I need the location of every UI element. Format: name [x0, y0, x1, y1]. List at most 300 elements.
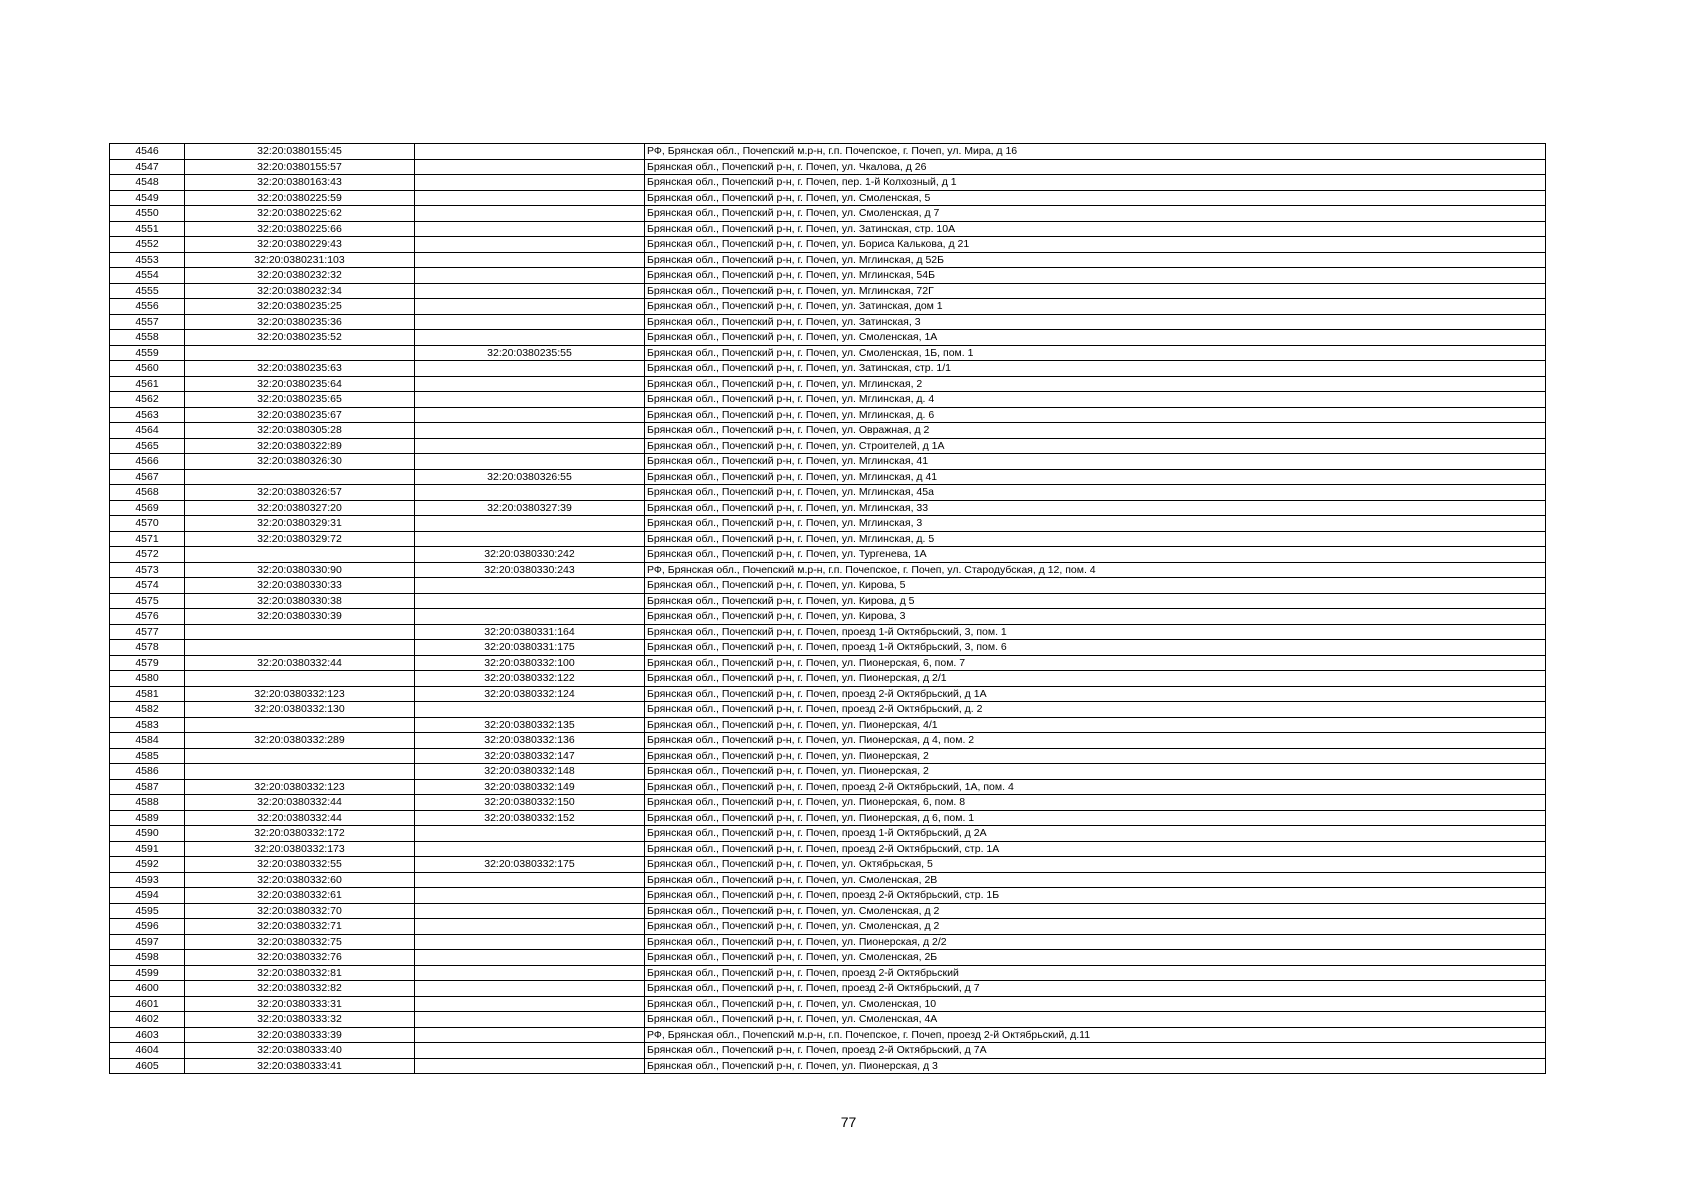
object-number-cell	[415, 888, 645, 904]
cadastral-number-cell: 32:20:0380333:40	[185, 1043, 415, 1059]
row-number-cell: 4582	[110, 702, 185, 718]
address-cell: Брянская обл., Почепский р-н, г. Почеп, ул. Пионерская, 2	[645, 748, 1546, 764]
object-number-cell: 32:20:0380332:149	[415, 779, 645, 795]
cadastral-number-cell: 32:20:0380225:59	[185, 190, 415, 206]
address-cell: Брянская обл., Почепский р-н, г. Почеп, ул. Смоленская, д 7	[645, 206, 1546, 222]
cadastral-number-cell: 32:20:0380155:57	[185, 159, 415, 175]
object-number-cell	[415, 516, 645, 532]
row-number-cell: 4578	[110, 640, 185, 656]
cadastral-number-cell: 32:20:0380330:38	[185, 593, 415, 609]
address-cell: Брянская обл., Почепский р-н, г. Почеп, ул. Мглинская, д 41	[645, 469, 1546, 485]
table-row	[110, 655, 1546, 671]
object-number-cell	[415, 330, 645, 346]
address-cell: Брянская обл., Почепский р-н, г. Почеп, ул. Мглинская, 45а	[645, 485, 1546, 501]
table-row	[110, 779, 1546, 795]
address-cell: Брянская обл., Почепский р-н, г. Почеп, ул. Октябрьская, 5	[645, 857, 1546, 873]
address-cell: Брянская обл., Почепский р-н, г. Почеп, ул. Пионерская, д 6, пом. 1	[645, 810, 1546, 826]
address-cell: Брянская обл., Почепский р-н, г. Почеп, ул. Овражная, д 2	[645, 423, 1546, 439]
object-number-cell	[415, 996, 645, 1012]
address-cell: Брянская обл., Почепский р-н, г. Почеп, ул. Пионерская, д 3	[645, 1058, 1546, 1074]
address-cell: Брянская обл., Почепский р-н, г. Почеп, ул. Затинская, дом 1	[645, 299, 1546, 315]
address-cell: Брянская обл., Почепский р-н, г. Почеп, ул. Пионерская, 4/1	[645, 717, 1546, 733]
row-number-cell: 4586	[110, 764, 185, 780]
row-number-cell: 4592	[110, 857, 185, 873]
table-row	[110, 702, 1546, 718]
address-cell: Брянская обл., Почепский р-н, г. Почеп, ул. Затинская, стр. 1/1	[645, 361, 1546, 377]
object-number-cell: 32:20:0380332:122	[415, 671, 645, 687]
table-row	[110, 469, 1546, 485]
object-number-cell: 32:20:0380332:147	[415, 748, 645, 764]
cadastral-number-cell	[185, 748, 415, 764]
object-number-cell	[415, 237, 645, 253]
table-row	[110, 764, 1546, 780]
object-number-cell	[415, 361, 645, 377]
cadastral-number-cell: 32:20:0380155:45	[185, 144, 415, 160]
object-number-cell	[415, 268, 645, 284]
cadastral-number-cell: 32:20:0380322:89	[185, 438, 415, 454]
cadastral-number-cell: 32:20:0380332:71	[185, 919, 415, 935]
address-cell: Брянская обл., Почепский р-н, г. Почеп, ул. Строителей, д 1А	[645, 438, 1546, 454]
table-row	[110, 345, 1546, 361]
object-number-cell	[415, 593, 645, 609]
object-number-cell: 32:20:0380332:136	[415, 733, 645, 749]
object-number-cell	[415, 299, 645, 315]
table-row	[110, 903, 1546, 919]
table-row	[110, 748, 1546, 764]
row-number-cell: 4579	[110, 655, 185, 671]
row-number-cell: 4561	[110, 376, 185, 392]
object-number-cell	[415, 190, 645, 206]
object-number-cell: 32:20:0380235:55	[415, 345, 645, 361]
row-number-cell: 4598	[110, 950, 185, 966]
table-row	[110, 717, 1546, 733]
object-number-cell	[415, 919, 645, 935]
object-number-cell	[415, 159, 645, 175]
table-row	[110, 996, 1546, 1012]
cadastral-number-cell: 32:20:0380332:123	[185, 686, 415, 702]
object-number-cell: 32:20:0380332:152	[415, 810, 645, 826]
object-number-cell	[415, 1027, 645, 1043]
row-number-cell: 4584	[110, 733, 185, 749]
address-cell: Брянская обл., Почепский р-н, г. Почеп, ул. Смоленская, 5	[645, 190, 1546, 206]
object-number-cell	[415, 314, 645, 330]
table-row	[110, 950, 1546, 966]
object-number-cell: 32:20:0380332:148	[415, 764, 645, 780]
row-number-cell: 4600	[110, 981, 185, 997]
row-number-cell: 4552	[110, 237, 185, 253]
table-row	[110, 733, 1546, 749]
table-row	[110, 547, 1546, 563]
table-row	[110, 454, 1546, 470]
object-number-cell	[415, 438, 645, 454]
cadastral-number-cell: 32:20:0380332:60	[185, 872, 415, 888]
row-number-cell: 4585	[110, 748, 185, 764]
cadastral-number-cell: 32:20:0380326:57	[185, 485, 415, 501]
row-number-cell: 4589	[110, 810, 185, 826]
table-row	[110, 624, 1546, 640]
cadastral-number-cell	[185, 717, 415, 733]
object-number-cell: 32:20:0380330:242	[415, 547, 645, 563]
address-cell: Брянская обл., Почепский р-н, г. Почеп, проезд 2-й Октябрьский, д 7А	[645, 1043, 1546, 1059]
cadastral-number-cell: 32:20:0380305:28	[185, 423, 415, 439]
address-cell: Брянская обл., Почепский р-н, г. Почеп, ул. Пионерская, 2	[645, 764, 1546, 780]
row-number-cell: 4602	[110, 1012, 185, 1028]
address-cell: Брянская обл., Почепский р-н, г. Почеп, ул. Затинская, стр. 10А	[645, 221, 1546, 237]
address-cell: Брянская обл., Почепский р-н, г. Почеп, проезд 2-й Октябрьский, д 7	[645, 981, 1546, 997]
address-cell: Брянская обл., Почепский р-н, г. Почеп, пер. 1-й Колхозный, д 1	[645, 175, 1546, 191]
cadastral-number-cell: 32:20:0380332:123	[185, 779, 415, 795]
cadastral-number-cell: 32:20:0380332:44	[185, 655, 415, 671]
row-number-cell: 4566	[110, 454, 185, 470]
table-row	[110, 826, 1546, 842]
table-row	[110, 237, 1546, 253]
row-number-cell: 4574	[110, 578, 185, 594]
table-row	[110, 640, 1546, 656]
table-row	[110, 221, 1546, 237]
table-row	[110, 268, 1546, 284]
address-cell: Брянская обл., Почепский р-н, г. Почеп, проезд 2-й Октябрьский, д. 2	[645, 702, 1546, 718]
row-number-cell: 4560	[110, 361, 185, 377]
table-row	[110, 841, 1546, 857]
row-number-cell: 4601	[110, 996, 185, 1012]
cadastral-number-cell: 32:20:0380235:65	[185, 392, 415, 408]
row-number-cell: 4553	[110, 252, 185, 268]
row-number-cell: 4568	[110, 485, 185, 501]
cadastral-number-cell: 32:20:0380333:39	[185, 1027, 415, 1043]
table-row	[110, 190, 1546, 206]
table-row	[110, 438, 1546, 454]
row-number-cell: 4546	[110, 144, 185, 160]
table-row	[110, 919, 1546, 935]
address-cell: Брянская обл., Почепский р-н, г. Почеп, ул. Мглинская, 41	[645, 454, 1546, 470]
cadastral-number-cell: 32:20:0380332:55	[185, 857, 415, 873]
address-cell: Брянская обл., Почепский р-н, г. Почеп, ул. Смоленская, 2Б	[645, 950, 1546, 966]
address-cell: Брянская обл., Почепский р-н, г. Почеп, ул. Пионерская, д 4, пом. 2	[645, 733, 1546, 749]
address-cell: Брянская обл., Почепский р-н, г. Почеп, ул. Мглинская, д. 5	[645, 531, 1546, 547]
table-row	[110, 376, 1546, 392]
table-row	[110, 872, 1546, 888]
table-row	[110, 283, 1546, 299]
cadastral-number-cell: 32:20:0380231:103	[185, 252, 415, 268]
address-cell: Брянская обл., Почепский р-н, г. Почеп, ул. Пионерская, 6, пом. 8	[645, 795, 1546, 811]
cadastral-number-cell: 32:20:0380332:44	[185, 795, 415, 811]
object-number-cell: 32:20:0380332:135	[415, 717, 645, 733]
object-number-cell: 32:20:0380330:243	[415, 562, 645, 578]
row-number-cell: 4567	[110, 469, 185, 485]
table-row	[110, 516, 1546, 532]
table-row	[110, 1043, 1546, 1059]
row-number-cell: 4576	[110, 609, 185, 625]
row-number-cell: 4572	[110, 547, 185, 563]
row-number-cell: 4556	[110, 299, 185, 315]
registry-table-body	[110, 144, 1546, 1074]
cadastral-number-cell: 32:20:0380332:81	[185, 965, 415, 981]
cadastral-number-cell: 32:20:0380333:32	[185, 1012, 415, 1028]
address-cell: Брянская обл., Почепский р-н, г. Почеп, ул. Пионерская, д 2/2	[645, 934, 1546, 950]
table-row	[110, 965, 1546, 981]
registry-table	[109, 143, 1546, 1074]
row-number-cell: 4555	[110, 283, 185, 299]
cadastral-number-cell: 32:20:0380333:31	[185, 996, 415, 1012]
table-row	[110, 686, 1546, 702]
row-number-cell: 4594	[110, 888, 185, 904]
object-number-cell	[415, 872, 645, 888]
row-number-cell: 4593	[110, 872, 185, 888]
table-row	[110, 361, 1546, 377]
object-number-cell	[415, 1043, 645, 1059]
address-cell: Брянская обл., Почепский р-н, г. Почеп, ул. Кирова, 5	[645, 578, 1546, 594]
address-cell: Брянская обл., Почепский р-н, г. Почеп, ул. Смоленская, 1А	[645, 330, 1546, 346]
cadastral-number-cell: 32:20:0380225:66	[185, 221, 415, 237]
cadastral-number-cell: 32:20:0380235:67	[185, 407, 415, 423]
row-number-cell: 4563	[110, 407, 185, 423]
cadastral-number-cell: 32:20:0380235:52	[185, 330, 415, 346]
table-row	[110, 981, 1546, 997]
row-number-cell: 4603	[110, 1027, 185, 1043]
table-row	[110, 1012, 1546, 1028]
row-number-cell: 4581	[110, 686, 185, 702]
object-number-cell	[415, 175, 645, 191]
address-cell: Брянская обл., Почепский р-н, г. Почеп, ул. Кирова, д 5	[645, 593, 1546, 609]
object-number-cell	[415, 423, 645, 439]
address-cell: Брянская обл., Почепский р-н, г. Почеп, проезд 1-й Октябрьский, 3, пом. 6	[645, 640, 1546, 656]
table-row	[110, 299, 1546, 315]
address-cell: Брянская обл., Почепский р-н, г. Почеп, проезд 2-й Октябрьский	[645, 965, 1546, 981]
object-number-cell	[415, 206, 645, 222]
table-row	[110, 330, 1546, 346]
row-number-cell: 4573	[110, 562, 185, 578]
cadastral-number-cell: 32:20:0380330:33	[185, 578, 415, 594]
object-number-cell	[415, 903, 645, 919]
address-cell: Брянская обл., Почепский р-н, г. Почеп, ул. Смоленская, д 2	[645, 903, 1546, 919]
object-number-cell	[415, 1012, 645, 1028]
table-row	[110, 857, 1546, 873]
row-number-cell: 4564	[110, 423, 185, 439]
cadastral-number-cell: 32:20:0380333:41	[185, 1058, 415, 1074]
address-cell: Брянская обл., Почепский р-н, г. Почеп, проезд 1-й Октябрьский, 3, пом. 1	[645, 624, 1546, 640]
address-cell: Брянская обл., Почепский р-н, г. Почеп, ул. Тургенева, 1А	[645, 547, 1546, 563]
address-cell: Брянская обл., Почепский р-н, г. Почеп, ул. Смоленская, 1Б, пом. 1	[645, 345, 1546, 361]
page-number: 77	[840, 1114, 857, 1130]
cadastral-number-cell: 32:20:0380232:34	[185, 283, 415, 299]
row-number-cell: 4587	[110, 779, 185, 795]
address-cell: Брянская обл., Почепский р-н, г. Почеп, ул. Чкалова, д 26	[645, 159, 1546, 175]
address-cell: Брянская обл., Почепский р-н, г. Почеп, ул. Пионерская, д 2/1	[645, 671, 1546, 687]
object-number-cell	[415, 965, 645, 981]
address-cell: Брянская обл., Почепский р-н, г. Почеп, ул. Смоленская, 10	[645, 996, 1546, 1012]
object-number-cell	[415, 578, 645, 594]
table-row	[110, 500, 1546, 516]
table-row	[110, 392, 1546, 408]
table-row	[110, 423, 1546, 439]
address-cell: Брянская обл., Почепский р-н, г. Почеп, ул. Мглинская, 2	[645, 376, 1546, 392]
address-cell: Брянская обл., Почепский р-н, г. Почеп, ул. Мглинская, 54Б	[645, 268, 1546, 284]
table-row	[110, 175, 1546, 191]
cadastral-number-cell: 32:20:0380332:76	[185, 950, 415, 966]
row-number-cell: 4549	[110, 190, 185, 206]
cadastral-number-cell: 32:20:0380332:289	[185, 733, 415, 749]
row-number-cell: 4548	[110, 175, 185, 191]
table-row	[110, 407, 1546, 423]
address-cell: Брянская обл., Почепский р-н, г. Почеп, ул. Пионерская, 6, пом. 7	[645, 655, 1546, 671]
row-number-cell: 4604	[110, 1043, 185, 1059]
row-number-cell: 4577	[110, 624, 185, 640]
table-row	[110, 485, 1546, 501]
address-cell: Брянская обл., Почепский р-н, г. Почеп, ул. Мглинская, д 52Б	[645, 252, 1546, 268]
table-row	[110, 593, 1546, 609]
object-number-cell	[415, 981, 645, 997]
object-number-cell: 32:20:0380331:164	[415, 624, 645, 640]
cadastral-number-cell: 32:20:0380163:43	[185, 175, 415, 191]
cadastral-number-cell: 32:20:0380332:61	[185, 888, 415, 904]
cadastral-number-cell: 32:20:0380332:172	[185, 826, 415, 842]
object-number-cell	[415, 283, 645, 299]
row-number-cell: 4591	[110, 841, 185, 857]
row-number-cell: 4575	[110, 593, 185, 609]
object-number-cell	[415, 841, 645, 857]
address-cell: Брянская обл., Почепский р-н, г. Почеп, ул. Кирова, 3	[645, 609, 1546, 625]
row-number-cell: 4562	[110, 392, 185, 408]
object-number-cell: 32:20:0380332:175	[415, 857, 645, 873]
table-row	[110, 795, 1546, 811]
table-row	[110, 810, 1546, 826]
object-number-cell	[415, 702, 645, 718]
row-number-cell: 4583	[110, 717, 185, 733]
cadastral-number-cell	[185, 345, 415, 361]
address-cell: Брянская обл., Почепский р-н, г. Почеп, проезд 2-й Октябрьский, стр. 1Б	[645, 888, 1546, 904]
object-number-cell: 32:20:0380326:55	[415, 469, 645, 485]
address-cell: Брянская обл., Почепский р-н, г. Почеп, ул. Мглинская, 33	[645, 500, 1546, 516]
table-row	[110, 206, 1546, 222]
address-cell: РФ, Брянская обл., Почепский м.р-н, г.п. Почепское, г. Почеп, проезд 2-й Октябрьский, д.11	[645, 1027, 1546, 1043]
object-number-cell	[415, 1058, 645, 1074]
row-number-cell: 4565	[110, 438, 185, 454]
table-row	[110, 934, 1546, 950]
cadastral-number-cell: 32:20:0380329:31	[185, 516, 415, 532]
row-number-cell: 4554	[110, 268, 185, 284]
row-number-cell: 4580	[110, 671, 185, 687]
address-cell: Брянская обл., Почепский р-н, г. Почеп, ул. Мглинская, 3	[645, 516, 1546, 532]
object-number-cell: 32:20:0380332:124	[415, 686, 645, 702]
cadastral-number-cell	[185, 671, 415, 687]
row-number-cell: 4558	[110, 330, 185, 346]
cadastral-number-cell: 32:20:0380332:44	[185, 810, 415, 826]
table-row	[110, 1027, 1546, 1043]
object-number-cell	[415, 826, 645, 842]
cadastral-number-cell: 32:20:0380235:25	[185, 299, 415, 315]
cadastral-number-cell: 32:20:0380232:32	[185, 268, 415, 284]
row-number-cell: 4559	[110, 345, 185, 361]
row-number-cell: 4570	[110, 516, 185, 532]
address-cell: Брянская обл., Почепский р-н, г. Почеп, проезд 1-й Октябрьский, д 2А	[645, 826, 1546, 842]
cadastral-number-cell: 32:20:0380235:64	[185, 376, 415, 392]
cadastral-number-cell: 32:20:0380327:20	[185, 500, 415, 516]
object-number-cell	[415, 609, 645, 625]
object-number-cell: 32:20:0380332:100	[415, 655, 645, 671]
address-cell: Брянская обл., Почепский р-н, г. Почеп, ул. Бориса Калькова, д 21	[645, 237, 1546, 253]
address-cell: Брянская обл., Почепский р-н, г. Почеп, ул. Затинская, 3	[645, 314, 1546, 330]
cadastral-number-cell: 32:20:0380329:72	[185, 531, 415, 547]
address-cell: РФ, Брянская обл., Почепский м.р-н, г.п. Почепское, г. Почеп, ул. Мира, д 16	[645, 144, 1546, 160]
object-number-cell	[415, 531, 645, 547]
address-cell: Брянская обл., Почепский р-н, г. Почеп, ул. Смоленская, 4А	[645, 1012, 1546, 1028]
object-number-cell	[415, 144, 645, 160]
object-number-cell	[415, 485, 645, 501]
object-number-cell: 32:20:0380332:150	[415, 795, 645, 811]
row-number-cell: 4595	[110, 903, 185, 919]
table-row	[110, 159, 1546, 175]
table-row	[110, 1058, 1546, 1074]
row-number-cell: 4588	[110, 795, 185, 811]
address-cell: Брянская обл., Почепский р-н, г. Почеп, ул. Смоленская, 2В	[645, 872, 1546, 888]
table-row	[110, 531, 1546, 547]
row-number-cell: 4596	[110, 919, 185, 935]
cadastral-number-cell: 32:20:0380235:36	[185, 314, 415, 330]
row-number-cell: 4605	[110, 1058, 185, 1074]
cadastral-number-cell	[185, 547, 415, 563]
table-row	[110, 314, 1546, 330]
cadastral-number-cell: 32:20:0380332:70	[185, 903, 415, 919]
cadastral-number-cell	[185, 640, 415, 656]
cadastral-number-cell	[185, 469, 415, 485]
table-row	[110, 888, 1546, 904]
table-row	[110, 252, 1546, 268]
cadastral-number-cell: 32:20:0380229:43	[185, 237, 415, 253]
cadastral-number-cell: 32:20:0380332:173	[185, 841, 415, 857]
cadastral-number-cell: 32:20:0380332:130	[185, 702, 415, 718]
row-number-cell: 4597	[110, 934, 185, 950]
row-number-cell: 4571	[110, 531, 185, 547]
object-number-cell: 32:20:0380331:175	[415, 640, 645, 656]
address-cell: Брянская обл., Почепский р-н, г. Почеп, ул. Мглинская, 72Г	[645, 283, 1546, 299]
row-number-cell: 4551	[110, 221, 185, 237]
cadastral-number-cell	[185, 624, 415, 640]
cadastral-number-cell: 32:20:0380326:30	[185, 454, 415, 470]
row-number-cell: 4599	[110, 965, 185, 981]
row-number-cell: 4557	[110, 314, 185, 330]
object-number-cell	[415, 934, 645, 950]
row-number-cell: 4550	[110, 206, 185, 222]
table-row	[110, 671, 1546, 687]
object-number-cell	[415, 252, 645, 268]
cadastral-number-cell: 32:20:0380225:62	[185, 206, 415, 222]
object-number-cell	[415, 221, 645, 237]
row-number-cell: 4590	[110, 826, 185, 842]
object-number-cell	[415, 376, 645, 392]
object-number-cell	[415, 950, 645, 966]
address-cell: РФ, Брянская обл., Почепский м.р-н, г.п. Почепское, г. Почеп, ул. Стародубская, д 12, пом. 4	[645, 562, 1546, 578]
object-number-cell: 32:20:0380327:39	[415, 500, 645, 516]
table-row	[110, 562, 1546, 578]
object-number-cell	[415, 392, 645, 408]
object-number-cell	[415, 454, 645, 470]
cadastral-number-cell: 32:20:0380332:75	[185, 934, 415, 950]
row-number-cell: 4547	[110, 159, 185, 175]
table-row	[110, 578, 1546, 594]
table-row	[110, 609, 1546, 625]
address-cell: Брянская обл., Почепский р-н, г. Почеп, ул. Мглинская, д. 4	[645, 392, 1546, 408]
cadastral-number-cell: 32:20:0380235:63	[185, 361, 415, 377]
cadastral-number-cell: 32:20:0380330:90	[185, 562, 415, 578]
address-cell: Брянская обл., Почепский р-н, г. Почеп, проезд 2-й Октябрьский, стр. 1А	[645, 841, 1546, 857]
cadastral-number-cell	[185, 764, 415, 780]
table-row	[110, 144, 1546, 160]
row-number-cell: 4569	[110, 500, 185, 516]
cadastral-number-cell: 32:20:0380330:39	[185, 609, 415, 625]
address-cell: Брянская обл., Почепский р-н, г. Почеп, проезд 2-й Октябрьский, д 1А	[645, 686, 1546, 702]
address-cell: Брянская обл., Почепский р-н, г. Почеп, ул. Смоленская, д 2	[645, 919, 1546, 935]
address-cell: Брянская обл., Почепский р-н, г. Почеп, ул. Мглинская, д. 6	[645, 407, 1546, 423]
